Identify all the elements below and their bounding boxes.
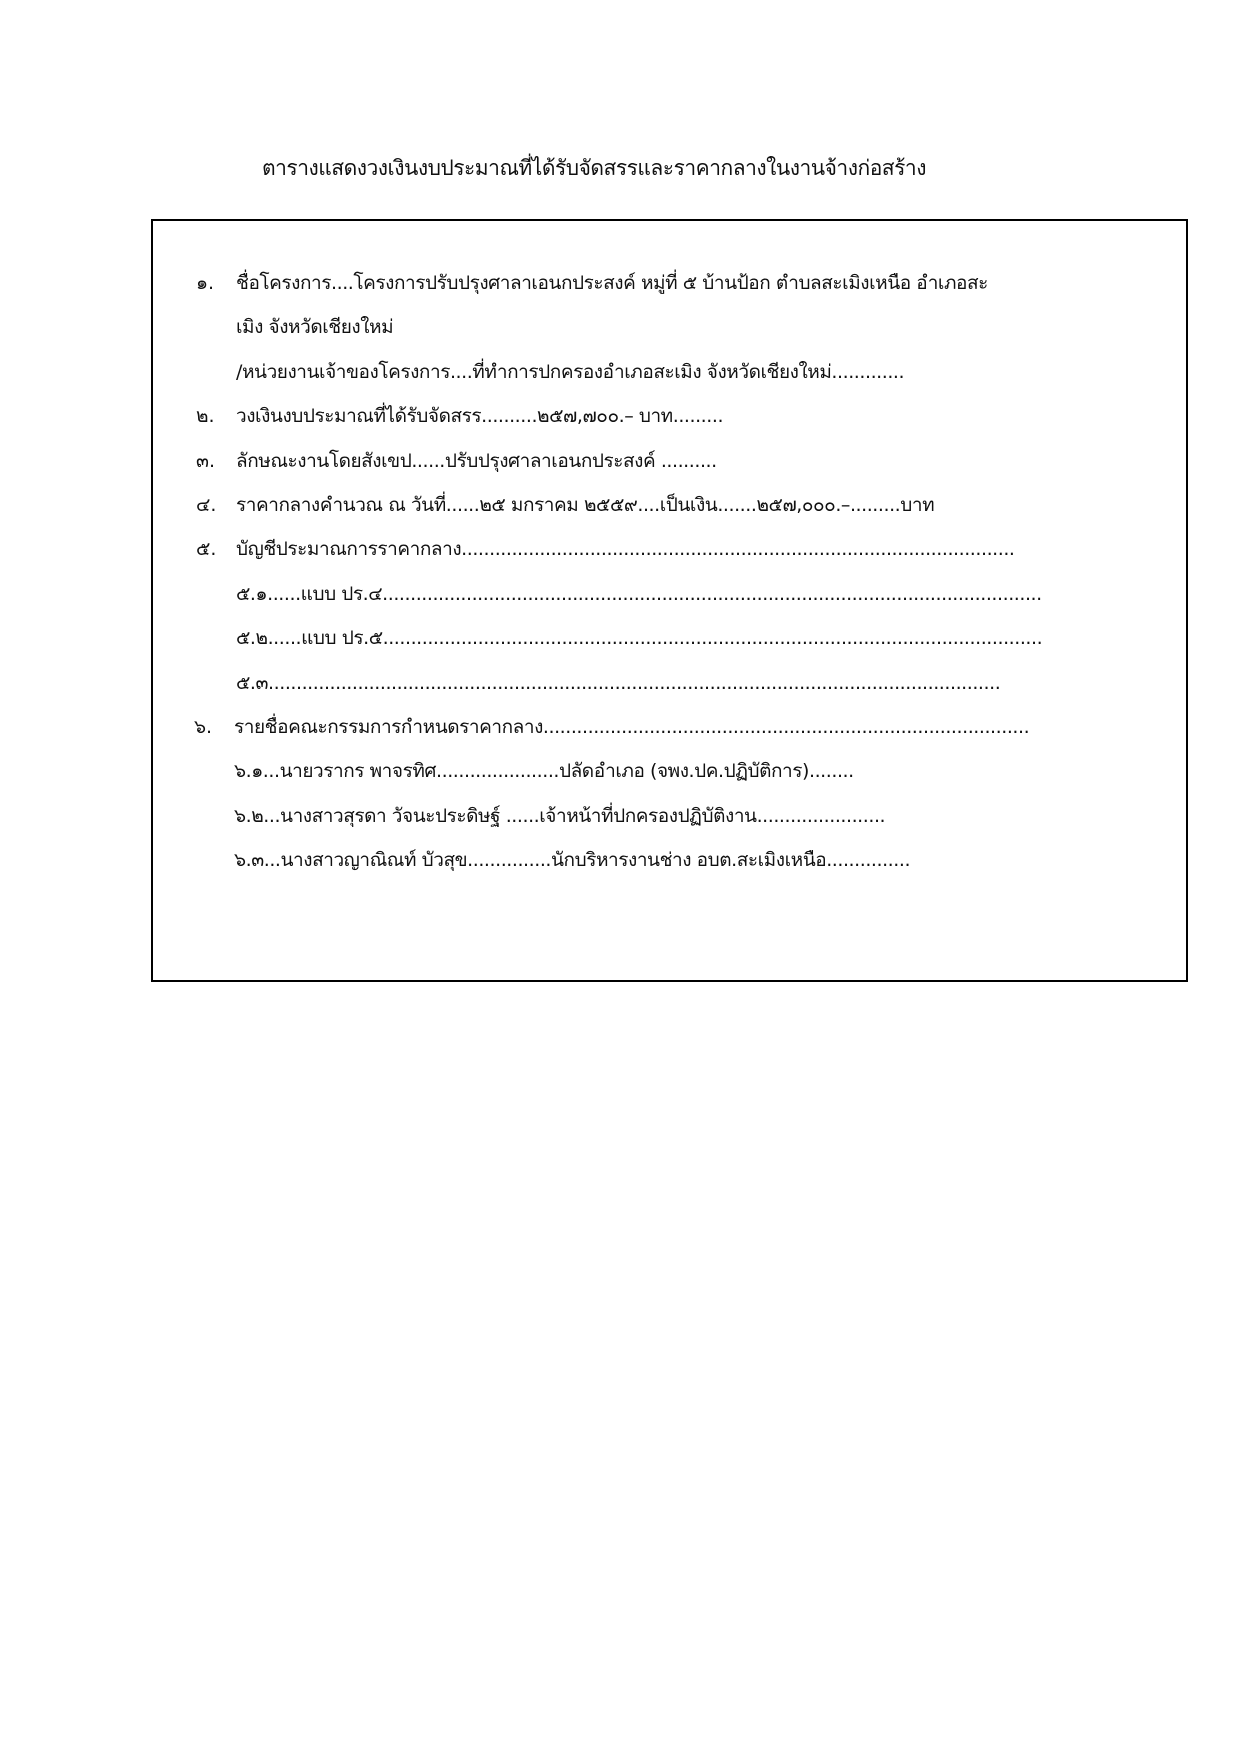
item-number-6: ๖. [194, 716, 213, 738]
committee-member-2: ๖.๒...นางสาวสุรดา วัจนะประดิษฐ์ ......เจ้าหน้าที่ปกครองปฏิบัติงาน....................... [234, 805, 886, 827]
estimate-list-line: บัญชีประมาณการราคากลาง................................................................................................... [236, 538, 1015, 560]
median-price-line: ราคากลางคำนวณ ณ วันที่......๒๕ มกราคม ๒๕๕๙....เป็นเงิน.......๒๕๗,๐๐๐.–.........บาท [236, 494, 935, 516]
budget-line: วงเงินงบประมาณที่ได้รับจัดสรร..........๒๕๗,๗๐๐.– บาท......... [236, 405, 724, 427]
item-number-3: ๓. [196, 450, 216, 472]
subitem-5-2: ๕.๒......แบบ ปร.๕...................................................................................................................... [236, 627, 1043, 649]
committee-member-1: ๖.๑...นายวรากร พาจรทิศ......................ปลัดอำเภอ (จพง.ปค.ปฏิบัติการ)........ [234, 760, 854, 782]
item-number-2: ๒. [196, 405, 215, 427]
subitem-5-1: ๕.๑......แบบ ปร.๔...................................................................................................................... [236, 583, 1042, 605]
item-number-1: ๑. [196, 272, 215, 294]
work-description-line: ลักษณะงานโดยสังเขป......ปรับปรุงศาลาเอนกประสงค์ .......... [236, 450, 717, 472]
owner-agency-line: /หน่วยงานเจ้าของโครงการ....ที่ทำการปกครองอำเภอสะเมิง จังหวัดเชียงใหม่............. [236, 361, 905, 383]
project-name-continued: เมิง จังหวัดเชียงใหม่ [236, 316, 394, 338]
item-number-4: ๔. [196, 494, 217, 516]
project-name-line: ชื่อโครงการ....โครงการปรับปรุงศาลาเอนกประสงค์ หมู่ที่ ๕ บ้านป้อก ตำบลสะเมิงเหนือ อำเภอสะ [236, 272, 988, 294]
page-title: ตารางแสดงวงเงินงบประมาณที่ได้รับจัดสรรและราคากลางในงานจ้างก่อสร้าง [262, 156, 926, 180]
item-number-5: ๕. [196, 538, 217, 560]
committee-line: รายชื่อคณะกรรมการกำหนดราคากลาง....................................................................................... [234, 716, 1030, 738]
subitem-5-3: ๕.๓................................................................................................................................... [236, 672, 1001, 694]
committee-member-3: ๖.๓...นางสาวญาณิณท์ บัวสุข...............นักบริหารงานช่าง อบต.สะเมิงเหนือ............... [234, 849, 911, 871]
